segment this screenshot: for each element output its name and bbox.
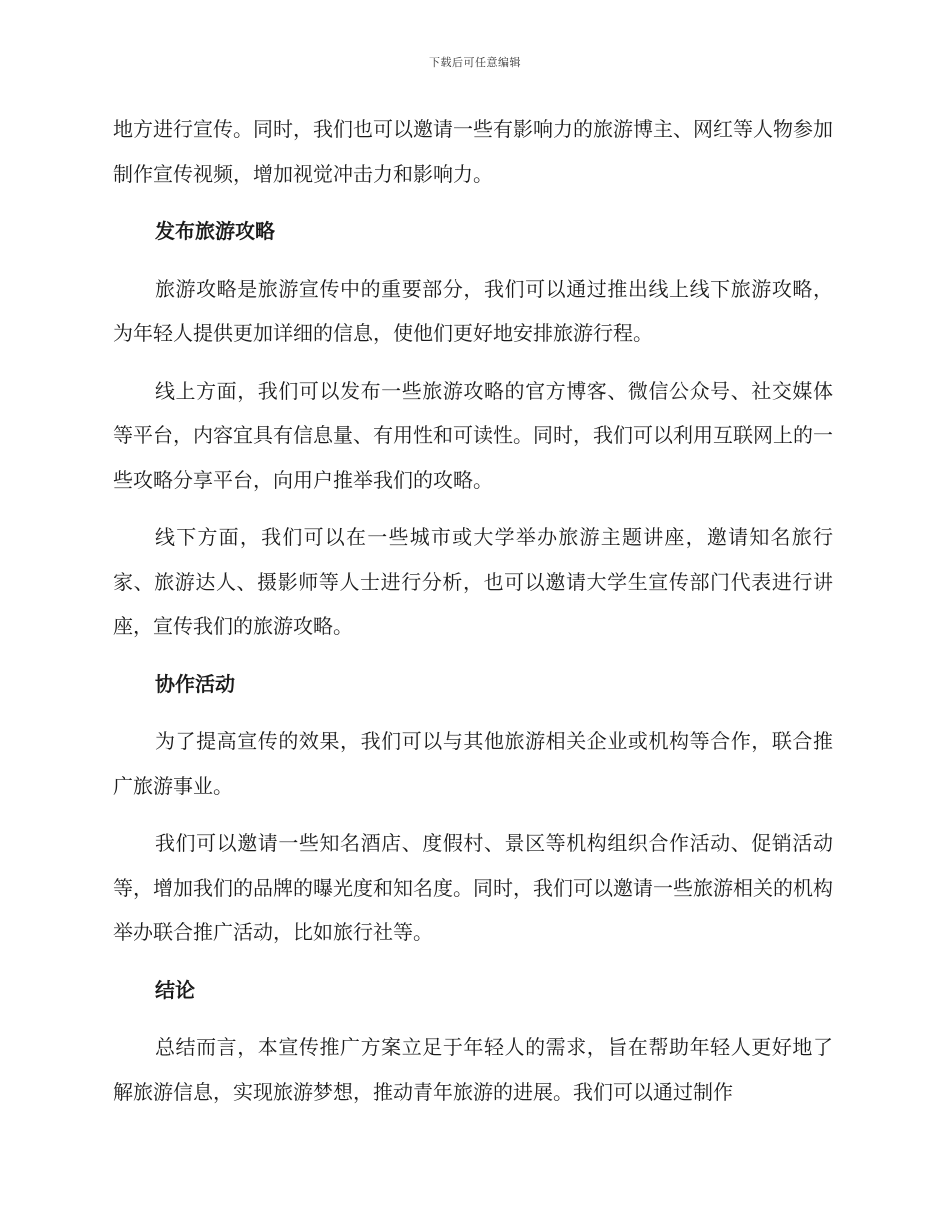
paragraph-continuation: 地方进行宣传。同时，我们也可以邀请一些有影响力的旅游博主、网红等人物参加制作宣传视频，增加视觉冲击力和影响力。	[113, 117, 833, 186]
page-header: 下载后可任意编辑	[429, 56, 521, 69]
paragraph-offline: 线下方面，我们可以在一些城市或大学举办旅游主题讲座，邀请知名旅行家、旅游达人、摄影师等人士进行分析，也可以邀请大学生宣传部门代表进行讲座，宣传我们的旅游攻略。	[113, 525, 833, 638]
paragraph-guides-intro: 旅游攻略是旅游宣传中的重要部分，我们可以通过推出线上线下旅游攻略，为年轻人提供更加详细的信息，使他们更好地安排旅游行程。	[113, 276, 833, 345]
paragraph-conclusion: 总结而言，本宣传推广方案立足于年轻人的需求，旨在帮助年轻人更好地了解旅游信息，实现旅游梦想，推动青年旅游的进展。我们可以通过制作	[113, 1035, 833, 1104]
section-heading-collaboration: 协作活动	[155, 671, 235, 696]
section-heading-publish-guides: 发布旅游攻略	[155, 219, 275, 243]
paragraph-collaboration-detail: 我们可以邀请一些知名酒店、度假村、景区等机构组织合作活动、促销活动等，增加我们的品牌的曝光度和知名度。同时，我们可以邀请一些旅游相关的机构举办联合推广活动，比如旅行社等。	[113, 831, 833, 944]
document-body	[113, 107, 833, 1127]
section-heading-conclusion: 结论	[155, 977, 195, 1002]
paragraph-collaboration-intro: 为了提高宣传的效果，我们可以与其他旅游相关企业或机构等合作，联合推广旅游事业。	[113, 729, 833, 798]
paragraph-online: 线上方面，我们可以发布一些旅游攻略的官方博客、微信公众号、社交媒体等平台，内容宜具有信息量、有用性和可读性。同时，我们可以利用互联网上的一些攻略分享平台，向用户推举我们的攻略。	[113, 378, 833, 492]
